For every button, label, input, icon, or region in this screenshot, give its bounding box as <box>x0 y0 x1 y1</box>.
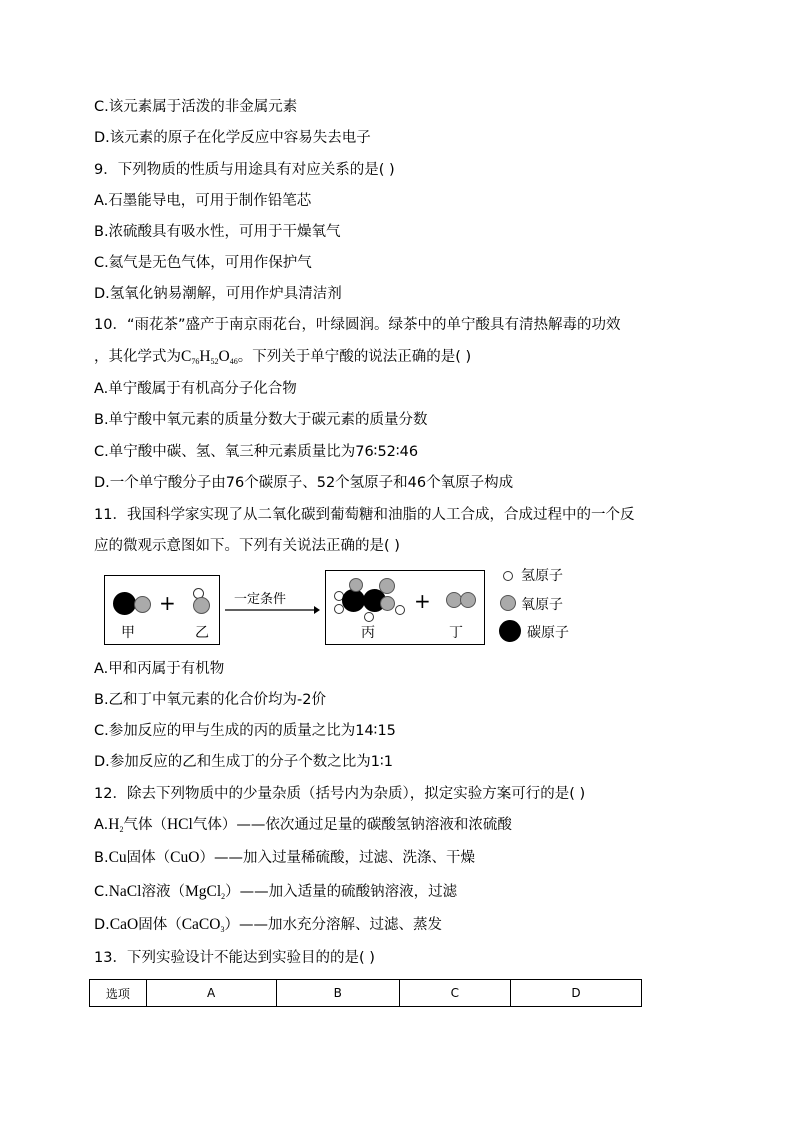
oxygen-atom <box>380 596 395 611</box>
legend-carbon-icon <box>499 620 521 642</box>
table-header-cell: B <box>276 980 399 1007</box>
option-10a: A.单宁酸属于有机高分子化合物 <box>94 381 297 397</box>
line-c: C.该元素属于活泼的非金属元素 <box>94 99 298 115</box>
table-row <box>90 980 642 1007</box>
carbon-atom <box>342 589 365 612</box>
oxygen-atom <box>134 596 151 613</box>
question-11: 11．我国科学家实现了从二氧化碳到葡萄糖和油脂的人工合成，合成过程中的一个反 <box>94 507 635 523</box>
option-11d: D.参加反应的乙和生成丁的分子个数之比为1∶1 <box>94 754 393 770</box>
question-10-line2 <box>94 347 471 372</box>
carbon-atom <box>113 592 136 615</box>
question-9: 9．下列物质的性质与用途具有对应关系的是( ) <box>94 162 395 178</box>
label-yi: 乙 <box>195 625 209 641</box>
q10-pre: ，其化学式为 <box>94 349 181 365</box>
option-9d: D.氢氧化钠易潮解，可用作炉具清洁剂 <box>94 286 342 302</box>
legend-oxygen-icon <box>500 595 516 611</box>
question-10: 10．“雨花茶”盛产于南京雨花台，叶绿圆润。绿茶中的单宁酸具有清热解毒的功效 <box>94 317 621 333</box>
oxygen-atom <box>379 578 395 594</box>
hydrogen-atom <box>364 612 374 622</box>
option-9c: C.氦气是无色气体，可用作保护气 <box>94 255 312 271</box>
option-12a: $A.H_2$气体（HCl气体）——依次通过足量的碳酸氢钠溶液和浓硫酸 <box>94 816 512 834</box>
label-bing: 丙 <box>361 625 375 641</box>
legend-hydrogen-icon <box>503 571 513 581</box>
legend-carbon-label: 碳原子 <box>527 625 569 641</box>
oxygen-atom <box>193 597 210 614</box>
options-table <box>89 979 642 1007</box>
label-jia: 甲 <box>121 625 135 641</box>
legend-hydrogen-label: 氢原子 <box>521 568 563 584</box>
condition-label: 一定条件 <box>234 592 287 607</box>
option-12c: C.NaCl溶液（MgCl$_2$）——加入适量的硫酸钠溶液，过滤 <box>94 883 458 901</box>
option-12b: B.Cu固体（CuO）——加入过量稀硫酸，过滤、洗涤、干燥 <box>94 849 475 866</box>
option-9a: A.石墨能导电，可用于制作铅笔芯 <box>94 193 312 209</box>
plus-sign: + <box>159 591 176 615</box>
plus-sign: + <box>414 589 431 613</box>
label-ding: 丁 <box>449 625 463 641</box>
question-12: 12．除去下列物质中的少量杂质（括号内为杂质），拟定实验方案可行的是( ) <box>94 786 586 802</box>
q10-post: 。下列关于单宁酸的说法正确的是( ) <box>237 349 472 365</box>
option-10c: C.单宁酸中碳、氢、氧三种元素质量比为76∶52∶46 <box>94 444 419 460</box>
option-11a: A.甲和丙属于有机物 <box>94 661 225 677</box>
question-11-line2: 应的微观示意图如下。下列有关说法正确的是( ) <box>94 538 400 554</box>
reaction-arrow <box>224 604 320 616</box>
option-10d: D.一个单宁酸分子由76个碳原子、52个氢原子和46个氧原子构成 <box>94 475 514 491</box>
option-10b: B.单宁酸中氧元素的质量分数大于碳元素的质量分数 <box>94 412 428 428</box>
option-9b: B.浓硫酸具有吸水性，可用于干燥氧气 <box>94 224 341 240</box>
option-12d: D.CaO固体（CaCO$_3$）——加水充分溶解、过滤、蒸发 <box>94 916 442 934</box>
legend-oxygen-label: 氧原子 <box>521 597 563 613</box>
hydrogen-atom <box>395 605 405 615</box>
table-header-cell: A <box>146 980 276 1007</box>
oxygen-atom <box>460 592 476 608</box>
table-header-cell: D <box>510 980 641 1007</box>
line-d: D.该元素的原子在化学反应中容易失去电子 <box>94 130 371 146</box>
table-header-cell: C <box>399 980 510 1007</box>
tannin-formula: $C_{76}H_{52}O_{46}$ <box>181 348 238 366</box>
oxygen-atom <box>349 578 363 592</box>
table-header-cell: 选项 <box>90 980 147 1007</box>
question-13: 13．下列实验设计不能达到实验目的的是( ) <box>94 950 375 966</box>
option-11c: C.参加反应的甲与生成的丙的质量之比为14∶15 <box>94 723 396 739</box>
option-11b: B.乙和丁中氧元素的化合价均为-2价 <box>94 692 327 708</box>
